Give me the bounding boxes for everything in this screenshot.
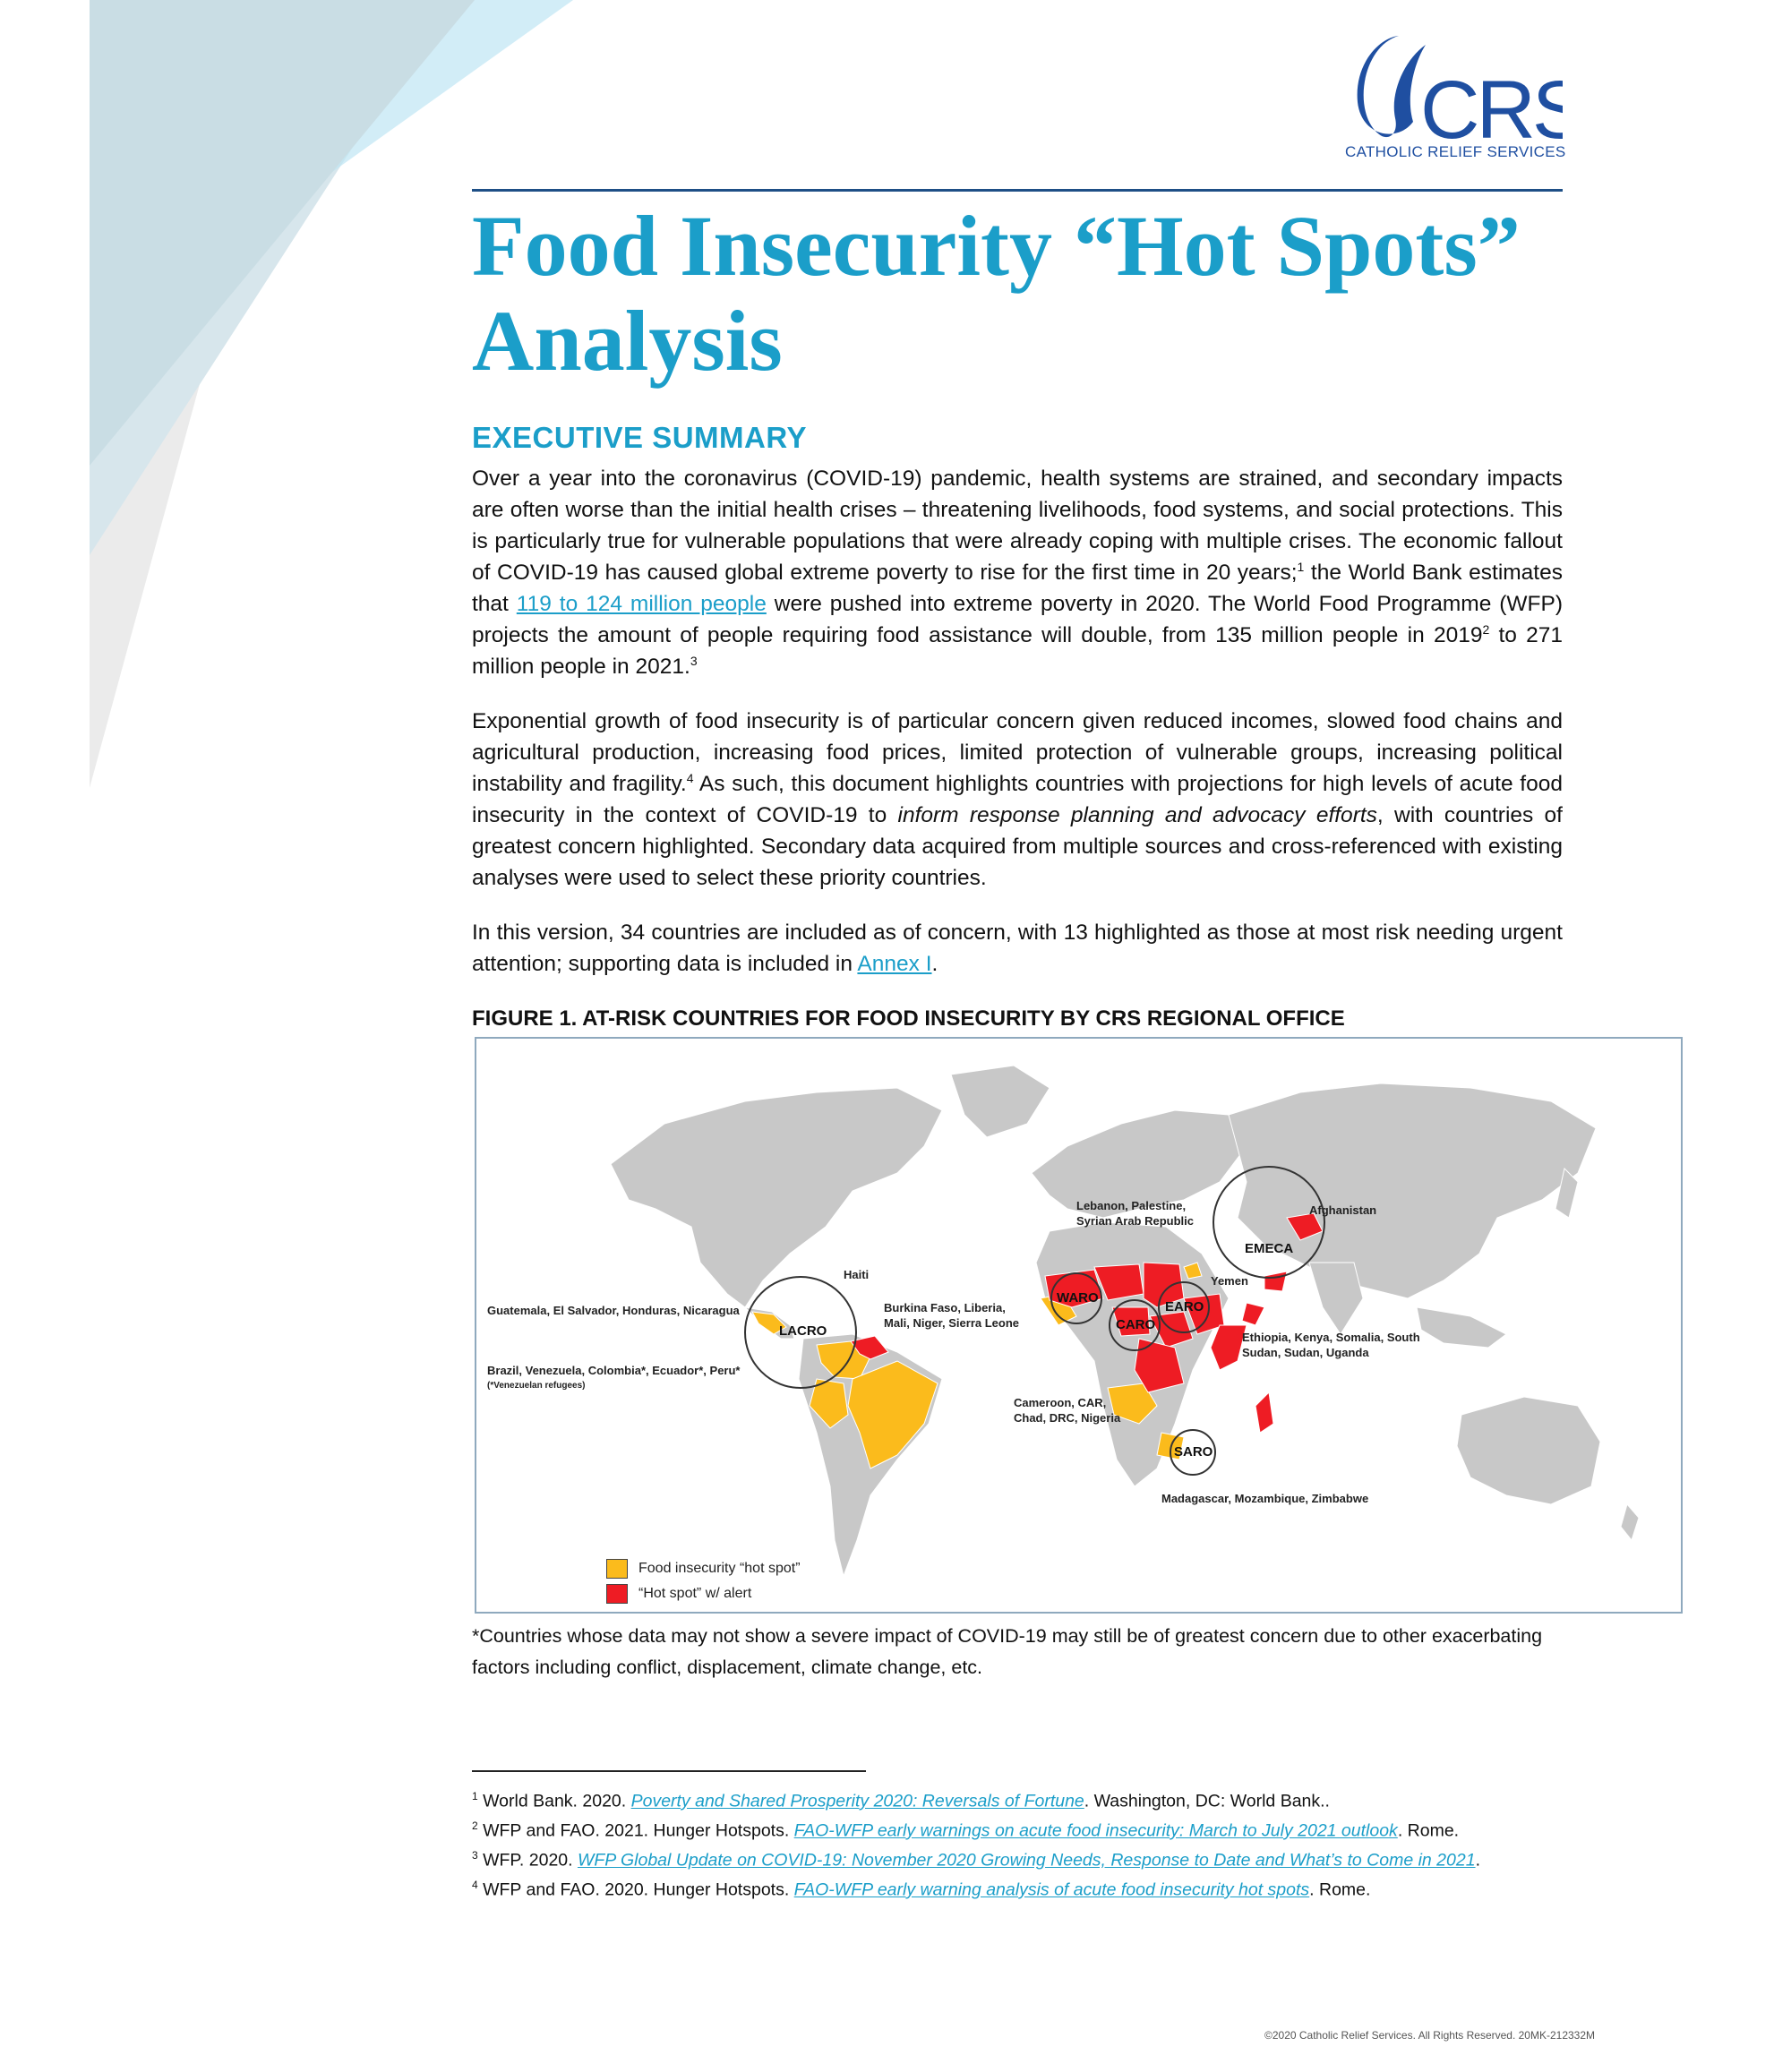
footnote-separator: [472, 1770, 866, 1772]
lacro-region-label: LACRO: [779, 1323, 827, 1339]
page-title: Food Insecurity “Hot Spots” Analysis: [472, 198, 1521, 389]
central-africa-label: Cameroon, CAR, Chad, DRC, Nigeria: [1014, 1396, 1121, 1425]
world-map-graphic: [476, 1039, 1681, 1612]
hotspot-swatch: [606, 1559, 628, 1579]
world-bank-estimate-link[interactable]: 119 to 124 million people: [516, 592, 767, 616]
legend-item-alert: “Hot spot” w/ alert: [606, 1581, 801, 1606]
footnote-2: $^2$ WFP and FAO. 2021. Hunger Hotspots. FAO-WFP early warnings on acute food insecurity: March to July 2021 outlook. Rome.: [472, 1819, 1460, 1841]
afghanistan-label: Afghanistan: [1309, 1203, 1377, 1217]
footnote-1: $^1$ World Bank. 2020. Poverty and Shared Prosperity 2020: Reversals of Fortune. Washington, DC: World Bank..: [472, 1790, 1330, 1811]
central-america-label: Guatemala, El Salvador, Honduras, Nicaragua: [487, 1304, 740, 1317]
summary-paragraph-2: Exponential growth of food insecurity is of particular concern given reduced incomes, slowed food chains and agricultural production, increasing food prices, limited protection of vulnerable groups, increasing political instability and fragility.$^4$ As such, this document highlights countries with projections for high levels of acute food insecurity in the context of COVID-19 to inform response planning and advocacy efforts, with countries of greatest concern highlighted. Secondary data acquired from multiple sources and cross-referenced with existing analyses were used to select these priority countries.: [472, 709, 1563, 890]
summary-paragraph-1: Over a year into the coronavirus (COVID-19) pandemic, health systems are strained, and secondary impacts are often worse than the initial health crises – threatening livelihoods, food systems, and social protections. This is particularly true for vulnerable populations that were already coping with multiple crises. The economic fallout of COVID-19 has caused global extreme poverty to rise for the first time in 20 years;$^1$ the World Bank estimates that 119 to 124 million people were pushed into extreme poverty in 2020. The World Food Programme (WFP) projects the amount of people requiring food assistance will double, from 135 million people in 2019$^2$ to 271 million people in 2021.$^3$: [472, 467, 1563, 679]
alert-swatch: [606, 1584, 628, 1604]
legend-item-hotspot: Food insecurity “hot spot”: [606, 1556, 801, 1581]
figure-caption: FIGURE 1. AT-RISK COUNTRIES FOR FOOD INSECURITY BY CRS REGIONAL OFFICE: [472, 1006, 1345, 1031]
haiti-label: Haiti: [844, 1268, 870, 1281]
crs-logo-wordmark: CATHOLIC RELIEF SERVICES: [1345, 143, 1566, 160]
emeca-region-label: EMECA: [1245, 1241, 1294, 1256]
copyright-notice: ©2020 Catholic Relief Services. All Rights Reserved. 20MK-212332M: [1264, 2029, 1596, 2042]
executive-summary-heading: EXECUTIVE SUMMARY: [472, 421, 807, 454]
header-rule: [472, 189, 1563, 192]
yemen-label: Yemen: [1211, 1274, 1248, 1288]
at-risk-countries-map: [475, 1037, 1683, 1614]
footnote-4: $^4$ WFP and FAO. 2020. Hunger Hotspots. FAO-WFP early warning analysis of acute food insecurity hot spots. Rome.: [472, 1879, 1371, 1900]
footnote-3-link[interactable]: WFP Global Update on COVID-19: November 2020 Growing Needs, Response to Date and What’s to Come in 2021: [577, 1850, 1476, 1871]
annex-link[interactable]: Annex I: [857, 952, 932, 976]
figure-note: *Countries whose data may not show a severe impact of COVID-19 may still be of greatest concern due to other exacerbating factors including conflict, displacement, climate change, etc.: [472, 1625, 1543, 1678]
footnote-3: $^3$ WFP. 2020. WFP Global Update on COVID-19: November 2020 Growing Needs, Response to Date and What’s to Come in 2021.: [472, 1849, 1480, 1871]
summary-paragraph-3: In this version, 34 countries are included as of concern, with 13 highlighted as those at most risk needing urgent attention; supporting data is included in Annex I.: [472, 920, 1563, 976]
footnote-2-link[interactable]: FAO-WFP early warnings on acute food insecurity: March to July 2021 outlook: [793, 1820, 1398, 1841]
middle-east-label: Lebanon, Palestine, Syrian Arab Republic: [1076, 1199, 1194, 1228]
footnote-1-link[interactable]: Poverty and Shared Prosperity 2020: Reversals of Fortune: [630, 1791, 1084, 1811]
footnote-4-link[interactable]: FAO-WFP early warning analysis of acute food insecurity hot spots: [793, 1879, 1310, 1900]
caro-region-label: CARO: [1116, 1317, 1156, 1332]
earo-region-label: EARO: [1165, 1299, 1204, 1314]
southern-africa-label: Madagascar, Mozambique, Zimbabwe: [1161, 1492, 1369, 1505]
venezuelan-refugees-note: (*Venezuelan refugees): [487, 1381, 586, 1391]
south-america-label: Brazil, Venezuela, Colombia*, Ecuador*, Peru*: [487, 1364, 741, 1377]
map-legend: [606, 1556, 801, 1606]
waro-region-label: WARO: [1057, 1290, 1099, 1306]
west-africa-label: Burkina Faso, Liberia, Mali, Niger, Sierra Leone: [884, 1301, 1019, 1330]
saro-region-label: SARO: [1174, 1444, 1213, 1460]
east-africa-label: Ethiopia, Kenya, Somalia, South Sudan, Sudan, Uganda: [1242, 1331, 1420, 1359]
svg-text:CRS: CRS: [1420, 64, 1563, 145]
